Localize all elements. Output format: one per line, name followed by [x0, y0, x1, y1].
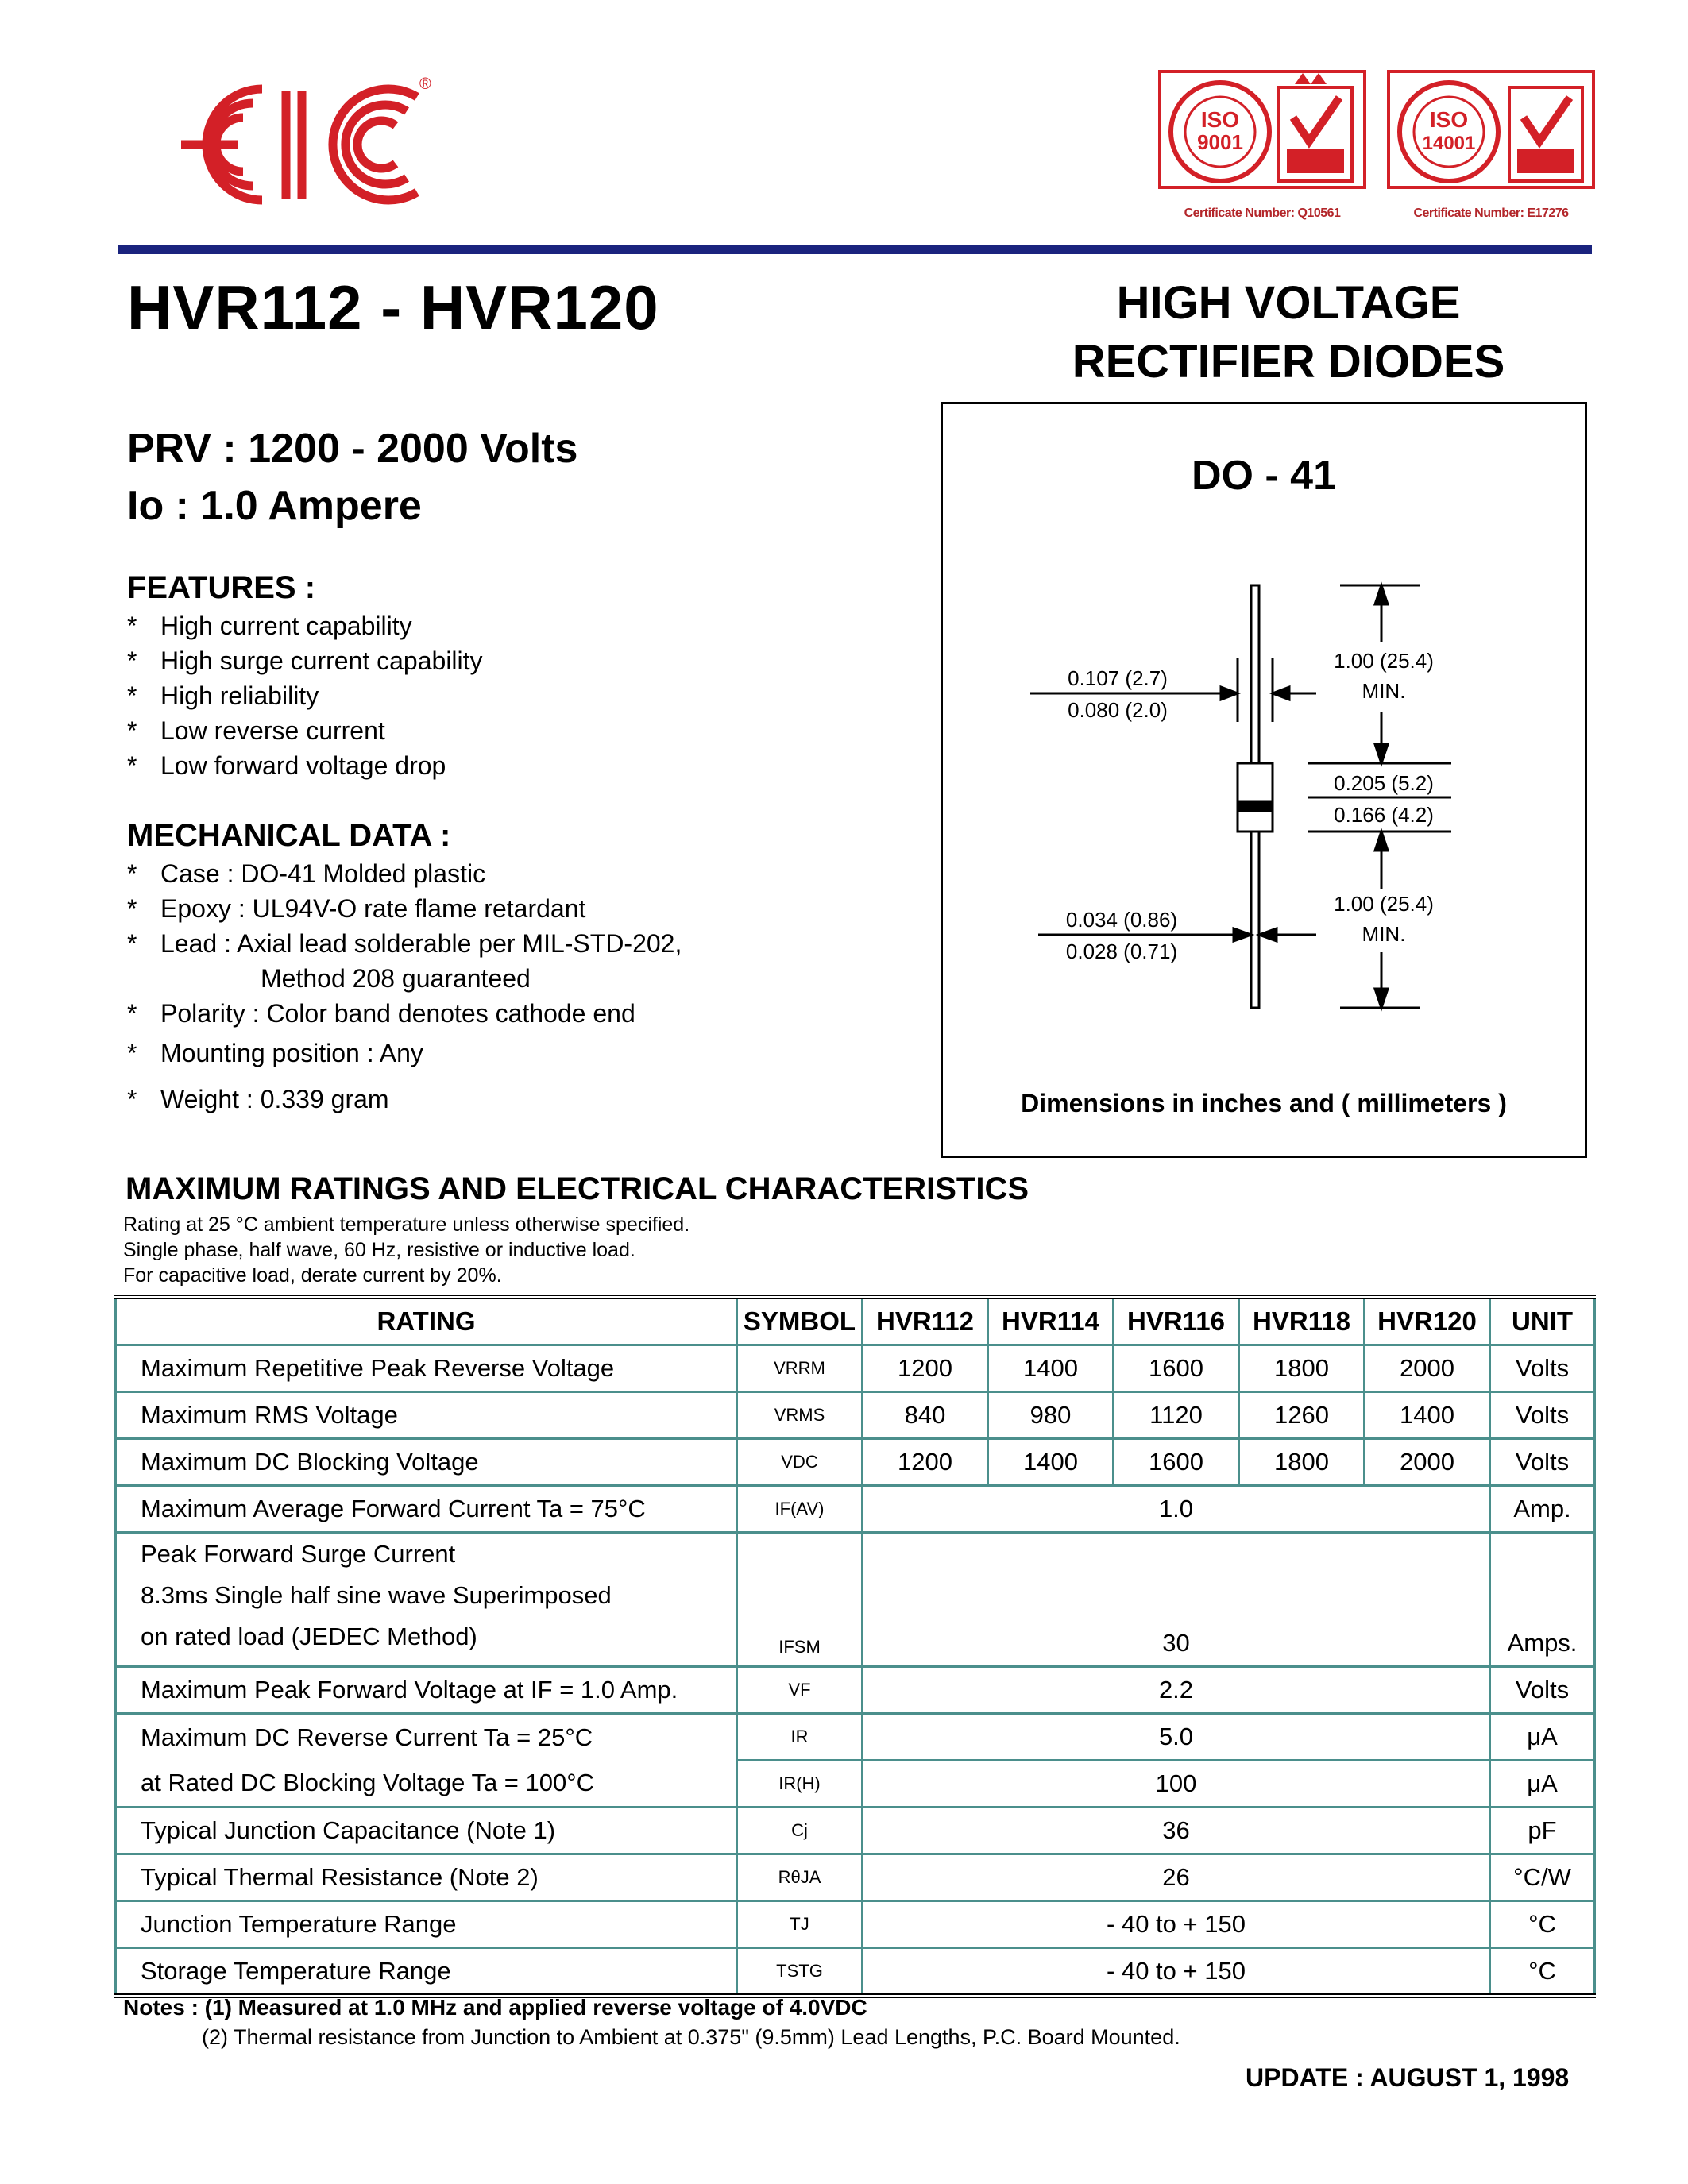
rating-cell: Typical Junction Capacitance (Note 1) — [116, 1808, 737, 1854]
value-cell: 2.2 — [863, 1667, 1490, 1714]
column-header: HVR118 — [1239, 1297, 1365, 1345]
lead-diameter-max: 0.034 (0.86) — [1065, 908, 1178, 932]
value-cell: 980 — [988, 1392, 1114, 1439]
unit-cell: Volts — [1490, 1345, 1595, 1392]
iso-14001-certificate-number: Certificate Number: E17276 — [1413, 206, 1569, 220]
mechanical-item: * Polarity : Color band denotes cathode end — [127, 999, 635, 1028]
table-row — [116, 1854, 1595, 1901]
notes-line2: (2) Thermal resistance from Junction to Ambient at 0.375" (9.5mm) Lead Lengths, P.C. Board Mounted. — [202, 2025, 1180, 2049]
top-lead-min-label: MIN. — [1362, 679, 1406, 703]
value-cell: 2000 — [1365, 1345, 1490, 1392]
product-title-line1: HIGH VOLTAGE — [1116, 277, 1461, 329]
symbol-cell: VRMS — [737, 1392, 863, 1439]
feature-item: * Low reverse current — [127, 716, 385, 745]
column-header: RATING — [116, 1297, 737, 1345]
value-cell: 36 — [863, 1808, 1490, 1854]
value-cell: 1120 — [1114, 1392, 1239, 1439]
value-cell: 2000 — [1365, 1439, 1490, 1486]
unit-cell: °C/W — [1490, 1854, 1595, 1901]
eic-logo — [151, 73, 437, 220]
mechanical-data-heading: MECHANICAL DATA : — [127, 818, 451, 853]
value-cell: 840 — [863, 1392, 988, 1439]
iso-14001-label: ISO — [1429, 107, 1469, 132]
table-row — [116, 1667, 1595, 1714]
package-dimension-drawing — [943, 404, 1585, 1156]
rating-condition: For capacitive load, derate current by 20%. — [123, 1264, 502, 1287]
symbol-cell: IR(H) — [737, 1761, 863, 1808]
value-cell: - 40 to + 150 — [863, 1901, 1490, 1948]
certification-badges — [1158, 70, 1603, 220]
symbol-cell: RθJA — [737, 1854, 863, 1901]
rating-cell: Maximum DC Blocking Voltage — [116, 1439, 737, 1486]
symbol-cell: VF — [737, 1667, 863, 1714]
column-header: HVR120 — [1365, 1297, 1490, 1345]
column-header: SYMBOL — [737, 1297, 863, 1345]
unit-cell: pF — [1490, 1808, 1595, 1854]
value-cell: - 40 to + 150 — [863, 1948, 1490, 1997]
symbol-cell: IR — [737, 1714, 863, 1761]
table-row — [116, 1948, 1595, 1997]
package-caption: Dimensions in inches and ( millimeters ) — [1021, 1089, 1507, 1117]
table-row — [116, 1392, 1595, 1439]
symbol-cell: TJ — [737, 1901, 863, 1948]
lead-diameter-min: 0.028 (0.71) — [1065, 940, 1178, 963]
package-title: DO - 41 — [1191, 453, 1337, 499]
unit-cell: Amp. — [1490, 1486, 1595, 1533]
unit-cell: μA — [1490, 1714, 1595, 1761]
value-cell: 1400 — [988, 1439, 1114, 1486]
rating-condition: Single phase, half wave, 60 Hz, resistive or inductive load. — [123, 1239, 635, 1261]
iso-9001-certificate-number: Certificate Number: Q10561 — [1184, 206, 1341, 220]
part-number-title: HVR112 - HVR120 — [127, 272, 659, 342]
io-spec: Io : 1.0 Ampere — [127, 483, 422, 529]
column-header: HVR116 — [1114, 1297, 1239, 1345]
table-header-row — [116, 1297, 1595, 1345]
prv-spec: PRV : 1200 - 2000 Volts — [127, 426, 578, 472]
bottom-lead-length: 1.00 (25.4) — [1334, 892, 1434, 916]
svg-text:14001: 14001 — [1422, 133, 1476, 154]
feature-item: * Low forward voltage drop — [127, 751, 446, 780]
rating-condition: Rating at 25 °C ambient temperature unless otherwise specified. — [123, 1214, 690, 1236]
rating-cell: Maximum Peak Forward Voltage at IF = 1.0 Amp. — [116, 1667, 737, 1714]
rating-cell: Peak Forward Surge Current 8.3ms Single half sine wave Superimposed on rated load (JEDEC Method) — [116, 1533, 737, 1667]
body-diameter-max: 0.107 (2.7) — [1068, 666, 1168, 690]
mechanical-item: * Lead : Axial lead solderable per MIL-STD-202, — [127, 929, 682, 958]
unit-cell: μA — [1490, 1761, 1595, 1808]
rating-cell: Typical Thermal Resistance (Note 2) — [116, 1854, 737, 1901]
unit-cell: °C — [1490, 1901, 1595, 1948]
mechanical-item: * Epoxy : UL94V-O rate flame retardant — [127, 894, 586, 923]
table-row — [116, 1439, 1595, 1486]
iso-9001-label: ISO — [1200, 107, 1240, 132]
value-cell: 1800 — [1239, 1439, 1365, 1486]
table-row — [116, 1761, 1595, 1808]
top-lead-length: 1.00 (25.4) — [1334, 649, 1434, 673]
symbol-cell: VRRM — [737, 1345, 863, 1392]
ratings-table-wrapper — [114, 1295, 1593, 1998]
symbol-cell: Cj — [737, 1808, 863, 1854]
symbol-cell: VDC — [737, 1439, 863, 1486]
ratings-table — [114, 1295, 1596, 1998]
table-row — [116, 1808, 1595, 1854]
rating-cell: Maximum RMS Voltage — [116, 1392, 737, 1439]
column-header: UNIT — [1490, 1297, 1595, 1345]
value-cell: 1600 — [1114, 1345, 1239, 1392]
feature-item: * High surge current capability — [127, 646, 483, 675]
unit-cell: Amps. — [1490, 1533, 1595, 1667]
column-header: HVR112 — [863, 1297, 988, 1345]
mechanical-item: * Mounting position : Any — [127, 1039, 423, 1067]
update-date: UPDATE : AUGUST 1, 1998 — [1246, 2063, 1570, 2092]
svg-text:9001: 9001 — [1197, 130, 1243, 154]
rating-cell: Maximum DC Reverse Current Ta = 25°C — [116, 1714, 737, 1761]
column-header: HVR114 — [988, 1297, 1114, 1345]
rating-cell: Storage Temperature Range — [116, 1948, 737, 1997]
value-cell: 1.0 — [863, 1486, 1490, 1533]
value-cell: 1600 — [1114, 1439, 1239, 1486]
table-row — [116, 1533, 1595, 1667]
unit-cell: Volts — [1490, 1392, 1595, 1439]
rating-cell: at Rated DC Blocking Voltage Ta = 100°C — [116, 1761, 737, 1808]
rating-cell: Maximum Repetitive Peak Reverse Voltage — [116, 1345, 737, 1392]
value-cell: 1400 — [988, 1345, 1114, 1392]
table-row — [116, 1714, 1595, 1761]
value-cell: 1260 — [1239, 1392, 1365, 1439]
mechanical-item-continuation: Method 208 guaranteed — [261, 964, 531, 993]
ratings-heading: MAXIMUM RATINGS AND ELECTRICAL CHARACTERISTICS — [126, 1171, 1029, 1206]
value-cell: 1200 — [863, 1345, 988, 1392]
body-diameter-min: 0.080 (2.0) — [1068, 698, 1168, 722]
feature-item: * High current capability — [127, 612, 412, 640]
value-cell: 26 — [863, 1854, 1490, 1901]
symbol-cell: IF(AV) — [737, 1486, 863, 1533]
header-rule — [118, 245, 1592, 254]
package-outline-box — [941, 402, 1587, 1158]
value-cell: 5.0 — [863, 1714, 1490, 1761]
rating-cell: Maximum Average Forward Current Ta = 75°C — [116, 1486, 737, 1533]
unit-cell: Volts — [1490, 1439, 1595, 1486]
value-cell: 100 — [863, 1761, 1490, 1808]
table-row — [116, 1345, 1595, 1392]
notes-line1: Notes : (1) Measured at 1.0 MHz and applied reverse voltage of 4.0VDC — [123, 1995, 867, 2020]
mechanical-item: * Weight : 0.339 gram — [127, 1085, 389, 1113]
product-title-line2: RECTIFIER DIODES — [1072, 336, 1505, 388]
body-length-max: 0.205 (5.2) — [1334, 771, 1434, 795]
registered-mark: ® — [419, 75, 431, 93]
unit-cell: Volts — [1490, 1667, 1595, 1714]
symbol-cell: TSTG — [737, 1948, 863, 1997]
table-row — [116, 1901, 1595, 1948]
value-cell: 30 — [863, 1533, 1490, 1667]
table-row — [116, 1486, 1595, 1533]
body-length-min: 0.166 (4.2) — [1334, 803, 1434, 827]
symbol-cell: IFSM — [737, 1533, 863, 1667]
mechanical-item: * Case : DO-41 Molded plastic — [127, 859, 486, 888]
value-cell: 1800 — [1239, 1345, 1365, 1392]
unit-cell: °C — [1490, 1948, 1595, 1997]
bottom-lead-min-label: MIN. — [1362, 922, 1406, 946]
value-cell: 1400 — [1365, 1392, 1490, 1439]
features-heading: FEATURES : — [127, 570, 316, 605]
feature-item: * High reliability — [127, 681, 319, 710]
value-cell: 1200 — [863, 1439, 988, 1486]
rating-cell: Junction Temperature Range — [116, 1901, 737, 1948]
